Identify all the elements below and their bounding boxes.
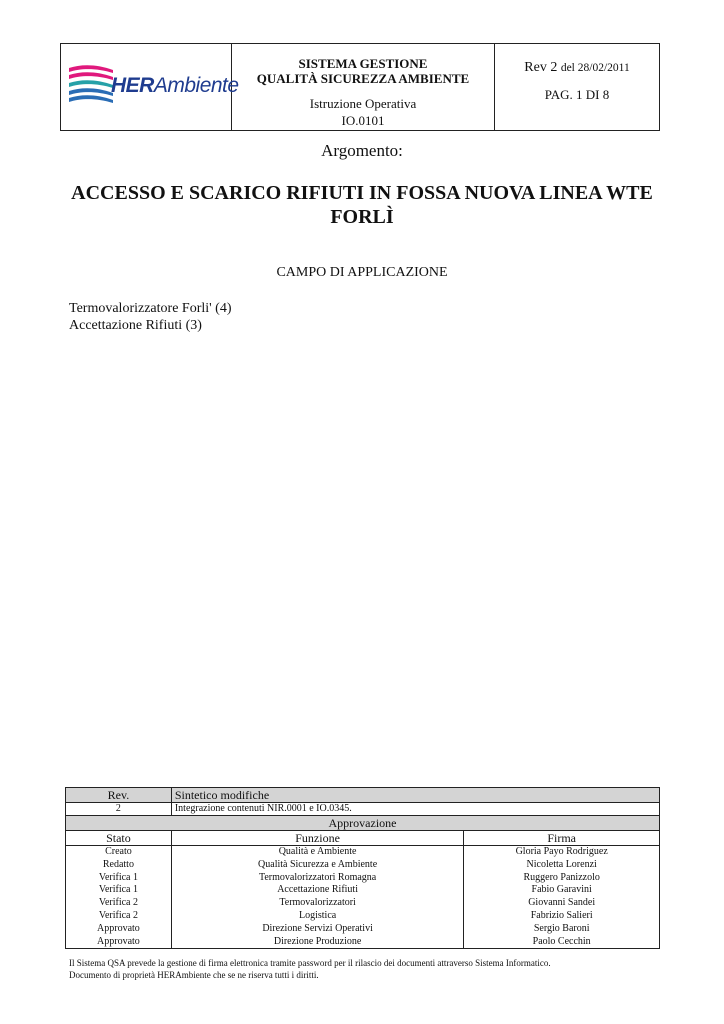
company-logo — [61, 44, 239, 130]
rev-header: Rev. — [66, 788, 172, 803]
stato-cell: Verifica 2 — [98, 909, 138, 921]
firma-column — [464, 846, 660, 949]
doc-type: Istruzione Operativa — [309, 96, 417, 111]
funzione-cell: Qualità Sicurezza e Ambiente — [258, 858, 378, 870]
scope-item: Accettazione Rifiuti (3) — [69, 318, 202, 333]
stato-cell: Redatto — [102, 858, 134, 870]
system-line-1: SISTEMA GESTIONE — [298, 56, 428, 71]
funzione-cell: Logistica — [298, 909, 337, 921]
firma-cell: Fabrizio Salieri — [530, 909, 593, 921]
footer-line-1: Il Sistema QSA prevede la gestione di firma elettronica tramite password per il rilascio dei documenti attraverso Sistema Informatico. — [69, 958, 551, 968]
document-header — [60, 43, 660, 131]
firma-cell: Gloria Payo Rodriguez — [515, 846, 608, 857]
col-stato-header: Stato — [66, 831, 172, 846]
approval-table — [65, 787, 660, 949]
firma-cell: Ruggero Panizzolo — [523, 871, 600, 883]
stato-cell: Verifica 1 — [98, 871, 138, 883]
col-funzione-header: Funzione — [171, 831, 464, 846]
stato-cell: Verifica 2 — [98, 897, 138, 909]
stato-cell: Approvato — [97, 922, 140, 934]
logo-wordmark: HERAmbiente — [111, 74, 239, 97]
firma-cell: Fabio Garavini — [531, 884, 592, 896]
system-cell — [232, 44, 495, 130]
footer-note — [69, 957, 551, 981]
approval-header: Approvazione — [66, 816, 660, 831]
firma-cell: Nicoletta Lorenzi — [526, 858, 597, 870]
scope-item: Termovalorizzatore Forli' (4) — [69, 301, 232, 316]
revision-number: Rev 2 — [524, 60, 558, 75]
stato-cell: Approvato — [97, 935, 140, 947]
document-title: ACCESSO E SCARICO RIFIUTI IN FOSSA NUOVA LINEA WTE FORLÌ — [71, 182, 653, 228]
stato-cell: Verifica 1 — [98, 884, 138, 896]
funzione-cell: Termovalorizzatori — [279, 897, 356, 909]
changes-header: Sintetico modifiche — [171, 788, 659, 803]
revision-date: del 28/02/2011 — [560, 62, 630, 74]
funzione-cell: Termovalorizzatori Romagna — [258, 871, 377, 883]
funzione-cell: Direzione Servizi Operativi — [262, 922, 373, 934]
changes-value: Integrazione contenuti NIR.0001 e IO.0345. — [171, 803, 659, 816]
firma-cell: Sergio Baroni — [533, 922, 590, 934]
page-number: PAG. 1 DI 8 — [544, 87, 610, 102]
funzione-column — [171, 846, 464, 949]
col-firma-header: Firma — [464, 831, 660, 846]
footer-line-2: Documento di proprietà HERAmbiente che se ne riserva tutti i diritti. — [69, 970, 319, 980]
scope-list — [69, 300, 231, 334]
revision-cell — [495, 44, 659, 130]
firma-cell: Giovanni Sandei — [528, 897, 596, 909]
campo-label: CAMPO DI APPLICAZIONE — [276, 265, 448, 280]
firma-cell: Paolo Cecchin — [532, 935, 591, 947]
funzione-cell: Direzione Produzione — [273, 935, 362, 947]
funzione-cell: Accettazione Rifiuti — [277, 884, 358, 896]
stato-cell: Creato — [105, 846, 132, 857]
system-line-2: QUALITÀ SICUREZZA AMBIENTE — [256, 71, 470, 86]
stato-column — [66, 846, 172, 949]
doc-code: IO.0101 — [341, 113, 385, 128]
rev-value: 2 — [66, 803, 172, 816]
argomento-label: Argomento: — [321, 141, 403, 160]
heraambiente-logo-icon — [67, 62, 115, 104]
funzione-cell: Qualità e Ambiente — [278, 846, 357, 857]
